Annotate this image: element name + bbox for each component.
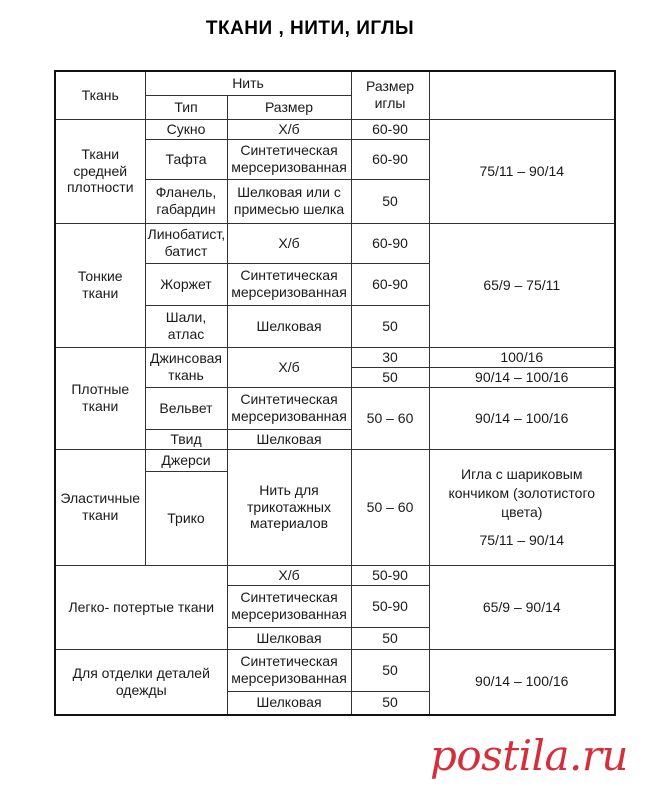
thread-size-cell: 50 (351, 305, 429, 347)
needle-size-cell: 90/14 – 100/16 (429, 649, 615, 715)
header-fabric: Ткань (55, 71, 145, 119)
needle-size-cell: 90/14 – 100/16 (429, 367, 615, 387)
fabric-cell: Шали, атлас (145, 305, 227, 347)
thread-type-cell: Синтетическая мерсеризованная (227, 139, 351, 179)
fabric-thread-needle-table (54, 70, 616, 716)
needle-size-cell: 75/11 – 90/14 (429, 119, 615, 223)
group-name: Тонкие ткани (55, 223, 145, 347)
thread-type-cell: Х/б (227, 347, 351, 387)
needle-size-cell: 100/16 (429, 347, 615, 367)
needle-size-cell: 90/14 – 100/16 (429, 387, 615, 449)
thread-size-cell: 50 (351, 367, 429, 387)
table-row (55, 449, 615, 471)
table-row (55, 649, 615, 691)
thread-size-cell: 50-90 (351, 585, 429, 627)
fabric-cell: Сукно (145, 119, 227, 139)
thread-size-cell: 50 (351, 649, 429, 691)
header-type: Тип (145, 95, 227, 119)
needle-size: 75/11 – 90/14 (479, 531, 565, 548)
thread-size-cell: 60-90 (351, 139, 429, 179)
thread-type-cell: Синтетическая мерсеризованная (227, 263, 351, 305)
watermark-logo: postila.ru (430, 731, 628, 780)
group-name: Легко- потертые ткани (55, 565, 227, 649)
fabric-cell: Джерси (145, 449, 227, 471)
thread-size-cell: 50-90 (351, 565, 429, 585)
group-name: Ткани средней плотности (55, 119, 145, 223)
thread-size-cell: 50 (351, 691, 429, 715)
thread-type-cell: Х/б (227, 565, 351, 585)
thread-type-cell: Шелковая или с примесью шелка (227, 179, 351, 223)
page-title: ТКАНИ , НИТИ, ИГЛЫ (205, 18, 415, 39)
fabric-cell: Джинсовая ткань (145, 347, 227, 387)
thread-type-cell: Синтетическая мерсеризованная (227, 649, 351, 691)
thread-type-cell: Шелковая (227, 305, 351, 347)
thread-size-cell: 30 (351, 347, 429, 367)
header-size: Размер (227, 95, 351, 119)
thread-type-cell: Шелковая (227, 627, 351, 649)
header-needle: Размер иглы (351, 71, 429, 119)
thread-type-cell: Синтетическая мерсеризованная (227, 387, 351, 429)
needle-size-cell: 65/9 – 90/14 (429, 565, 615, 649)
fabric-cell: Жоржет (145, 263, 227, 305)
group-name: Для отделки деталей одежды (55, 649, 227, 715)
thread-size-cell: 60-90 (351, 263, 429, 305)
group-name: Эластичные ткани (55, 449, 145, 565)
needle-note: Игла с шариковым кончиком (золотистого цвета) (448, 466, 596, 521)
thread-type-cell: Х/б (227, 223, 351, 263)
thread-size-cell: 60-90 (351, 223, 429, 263)
thread-size-cell: 50 (351, 179, 429, 223)
needle-size-cell (429, 449, 615, 565)
thread-size-cell: 50 – 60 (351, 449, 429, 565)
fabric-cell: Трико (145, 471, 227, 565)
fabric-cell: Тафта (145, 139, 227, 179)
table-row (55, 223, 615, 263)
fabric-cell: Твид (145, 429, 227, 449)
needle-size-cell: 65/9 – 75/11 (429, 223, 615, 347)
table-row (55, 347, 615, 367)
thread-type-cell: Шелковая (227, 429, 351, 449)
thread-type-cell: Нить для трикотажных материалов (227, 449, 351, 565)
group-name: Плотные ткани (55, 347, 145, 449)
table-row (55, 119, 615, 139)
fabric-cell: Вельвет (145, 387, 227, 429)
thread-type-cell: Шелковая (227, 691, 351, 715)
fabric-cell: Фланель, габардин (145, 179, 227, 223)
thread-size-cell: 60-90 (351, 119, 429, 139)
header-thread: Нить (145, 71, 351, 95)
thread-type-cell: Синтетическая мерсеризованная (227, 585, 351, 627)
thread-type-cell: Х/б (227, 119, 351, 139)
thread-size-cell: 50 (351, 627, 429, 649)
thread-size-cell: 50 – 60 (351, 387, 429, 449)
fabric-cell: Линобатист, батист (145, 223, 227, 263)
table-row (55, 565, 615, 585)
